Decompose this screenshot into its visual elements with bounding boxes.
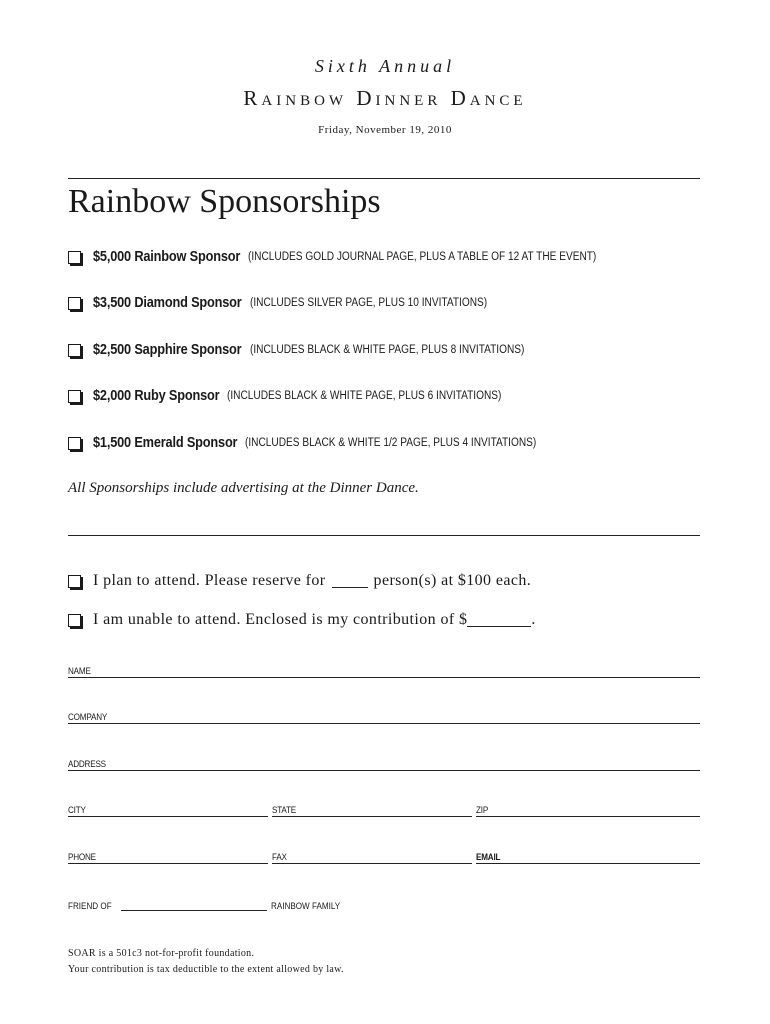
attend-text-suffix: person(s) at $100 each.: [373, 572, 532, 589]
checkbox-icon[interactable]: [68, 251, 81, 264]
phone-fax-email-row: [68, 850, 700, 864]
city-state-zip-row: [68, 803, 700, 817]
city-label: CITY: [68, 805, 86, 815]
address-field[interactable]: [68, 756, 700, 771]
attend-option[interactable]: [68, 570, 531, 592]
sponsor-name: $2,000 Ruby Sponsor: [93, 388, 223, 404]
attend-text: I plan to attend. Please reserve for: [93, 572, 326, 589]
sponsor-option-emerald[interactable]: [68, 432, 576, 454]
state-label: STATE: [272, 805, 297, 815]
company-label: COMPANY: [68, 712, 108, 722]
sponsor-option-ruby[interactable]: [68, 385, 538, 407]
fax-field[interactable]: [272, 849, 472, 864]
city-field[interactable]: [68, 802, 268, 817]
sponsor-option-diamond[interactable]: [68, 292, 519, 314]
name-label: NAME: [68, 666, 91, 676]
sponsor-name: $3,500 Diamond Sponsor: [93, 295, 245, 311]
sponsor-name: $1,500 Emerald Sponsor: [93, 435, 241, 451]
checkbox-icon[interactable]: [68, 344, 81, 357]
sponsorships-title: Rainbow Sponsorships: [68, 183, 381, 220]
sponsor-name: $5,000 Rainbow Sponsor: [93, 249, 244, 265]
sponsor-option-rainbow[interactable]: [68, 246, 644, 268]
address-label: ADDRESS: [68, 759, 106, 769]
divider-middle: [68, 535, 700, 536]
email-field[interactable]: [476, 849, 700, 864]
sponsor-option-sapphire[interactable]: [68, 339, 561, 361]
sponsor-detail: (INCLUDES SILVER PAGE, PLUS 10 INVITATIONS): [249, 297, 487, 309]
zip-label: ZIP: [476, 805, 489, 815]
sponsorship-note: All Sponsorships include advertising at the Dinner Dance.: [68, 480, 419, 496]
unable-option[interactable]: [68, 609, 536, 631]
address-row: [68, 757, 700, 771]
zip-field[interactable]: [476, 802, 700, 817]
checkbox-icon[interactable]: [68, 297, 81, 310]
checkbox-icon[interactable]: [68, 390, 81, 403]
phone-field[interactable]: [68, 849, 268, 864]
name-field[interactable]: [68, 663, 700, 678]
name-row: [68, 664, 700, 678]
unable-text-suffix: .: [531, 611, 536, 628]
company-row: [68, 710, 700, 724]
rainbow-family-label: RAINBOW FAMILY: [270, 901, 340, 911]
event-subtitle: Sixth Annual: [314, 56, 456, 76]
sponsor-detail: (INCLUDES GOLD JOURNAL PAGE, PLUS A TABLE OF 12 AT THE EVENT): [248, 251, 597, 263]
contribution-amount-field[interactable]: [467, 614, 531, 627]
fax-label: FAX: [272, 852, 287, 862]
footer-tax-note: Your contribution is tax deductible to the extent allowed by law.: [68, 964, 344, 975]
friend-of-row: [68, 897, 347, 911]
sponsor-detail: (INCLUDES BLACK & WHITE PAGE, PLUS 6 INVITATIONS): [226, 390, 501, 402]
event-date: Friday, November 19, 2010: [318, 124, 452, 136]
email-label: EMAIL: [476, 852, 501, 862]
checkbox-icon[interactable]: [68, 437, 81, 450]
sponsor-detail: (INCLUDES BLACK & WHITE PAGE, PLUS 8 INVITATIONS): [249, 344, 524, 356]
footer-foundation-note: SOAR is a 501c3 not-for-profit foundation.: [68, 948, 255, 959]
divider-top: [68, 178, 700, 179]
sponsor-name: $2,500 Sapphire Sponsor: [93, 342, 245, 358]
friend-of-label: FRIEND OF: [68, 901, 112, 911]
state-field[interactable]: [272, 802, 472, 817]
checkbox-icon[interactable]: [68, 614, 81, 627]
company-field[interactable]: [68, 709, 700, 724]
unable-text: I am unable to attend. Enclosed is my contribution of $: [93, 611, 468, 628]
event-title: Rainbow Dinner Dance: [243, 86, 527, 110]
checkbox-icon[interactable]: [68, 575, 81, 588]
sponsor-detail: (INCLUDES BLACK & WHITE 1/2 PAGE, PLUS 4 INVITATIONS): [244, 437, 537, 449]
friend-of-field[interactable]: [121, 900, 267, 911]
phone-label: PHONE: [68, 852, 96, 862]
persons-count-field[interactable]: [332, 575, 368, 588]
